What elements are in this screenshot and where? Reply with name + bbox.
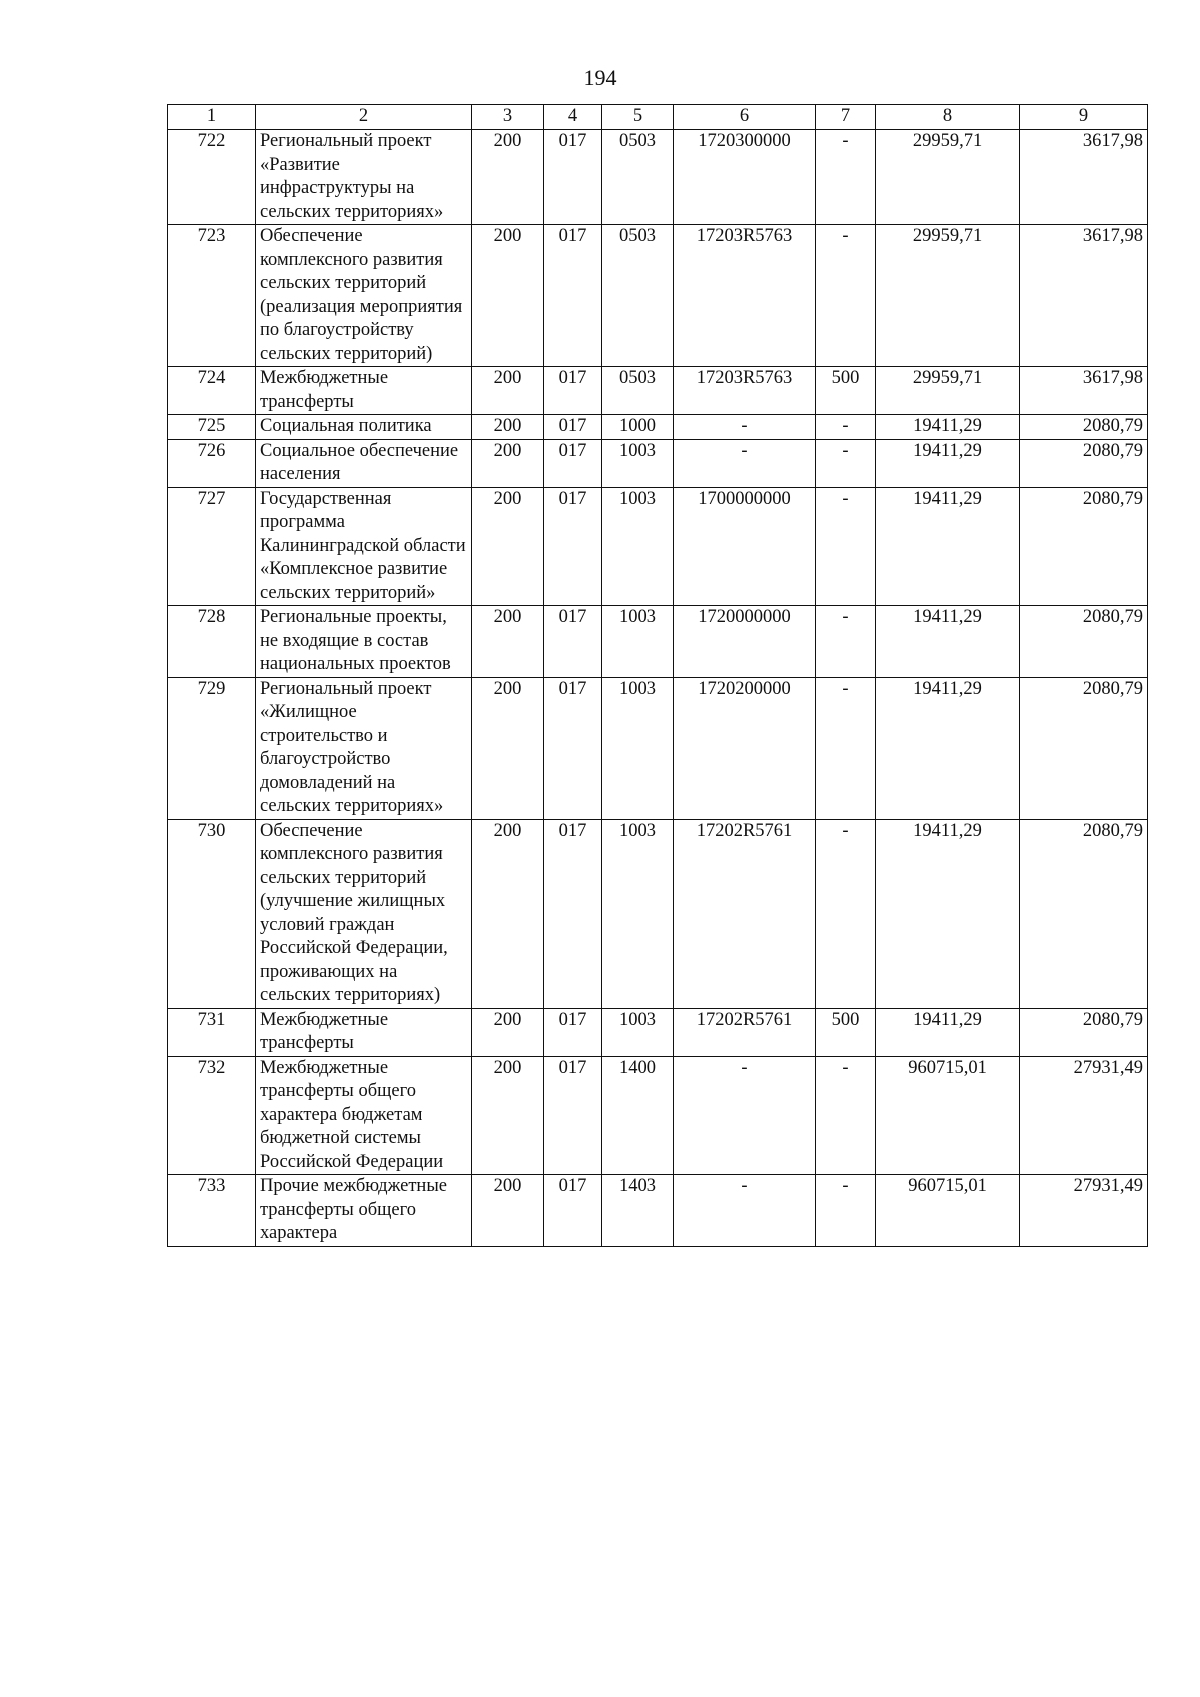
cell-col3: 200 bbox=[472, 439, 544, 487]
row-number: 723 bbox=[168, 225, 256, 367]
column-header: 7 bbox=[816, 105, 876, 130]
cell-col7: - bbox=[816, 415, 876, 440]
table-row bbox=[168, 225, 1148, 367]
cell-col5: 0503 bbox=[602, 130, 674, 225]
cell-col5: 1003 bbox=[602, 677, 674, 819]
row-name: Региональные проекты, не входящие в состав национальных проектов bbox=[256, 606, 472, 678]
cell-col5: 1000 bbox=[602, 415, 674, 440]
row-number: 730 bbox=[168, 819, 256, 1008]
table-row bbox=[168, 819, 1148, 1008]
cell-col3: 200 bbox=[472, 606, 544, 678]
row-number: 728 bbox=[168, 606, 256, 678]
cell-col5: 0503 bbox=[602, 367, 674, 415]
row-number: 722 bbox=[168, 130, 256, 225]
cell-col3: 200 bbox=[472, 677, 544, 819]
row-name: Межбюджетные трансферты bbox=[256, 367, 472, 415]
cell-col7: - bbox=[816, 819, 876, 1008]
cell-col9: 2080,79 bbox=[1020, 487, 1148, 606]
cell-col7: - bbox=[816, 1175, 876, 1247]
column-header: 3 bbox=[472, 105, 544, 130]
cell-col4: 017 bbox=[544, 415, 602, 440]
cell-col6: 1700000000 bbox=[674, 487, 816, 606]
row-name: Региональный проект «Развитие инфраструктуры на сельских территориях» bbox=[256, 130, 472, 225]
cell-col5: 1400 bbox=[602, 1056, 674, 1175]
row-number: 729 bbox=[168, 677, 256, 819]
cell-col7: 500 bbox=[816, 1008, 876, 1056]
cell-col3: 200 bbox=[472, 415, 544, 440]
cell-col7: - bbox=[816, 225, 876, 367]
table-row bbox=[168, 130, 1148, 225]
row-number: 733 bbox=[168, 1175, 256, 1247]
cell-col4: 017 bbox=[544, 439, 602, 487]
cell-col8: 19411,29 bbox=[876, 819, 1020, 1008]
cell-col4: 017 bbox=[544, 1008, 602, 1056]
row-number: 732 bbox=[168, 1056, 256, 1175]
cell-col3: 200 bbox=[472, 225, 544, 367]
cell-col4: 017 bbox=[544, 606, 602, 678]
cell-col9: 2080,79 bbox=[1020, 819, 1148, 1008]
table-row bbox=[168, 1008, 1148, 1056]
table-row bbox=[168, 677, 1148, 819]
cell-col5: 0503 bbox=[602, 225, 674, 367]
cell-col8: 29959,71 bbox=[876, 225, 1020, 367]
cell-col4: 017 bbox=[544, 487, 602, 606]
row-name: Межбюджетные трансферты bbox=[256, 1008, 472, 1056]
column-header: 9 bbox=[1020, 105, 1148, 130]
cell-col6: 1720300000 bbox=[674, 130, 816, 225]
row-name: Обеспечение комплексного развития сельских территорий (улучшение жилищных условий граждан Российской Федерации, проживающих на сельских территориях) bbox=[256, 819, 472, 1008]
cell-col6: - bbox=[674, 1175, 816, 1247]
cell-col7: - bbox=[816, 130, 876, 225]
column-header: 4 bbox=[544, 105, 602, 130]
cell-col4: 017 bbox=[544, 130, 602, 225]
cell-col8: 960715,01 bbox=[876, 1056, 1020, 1175]
cell-col8: 19411,29 bbox=[876, 439, 1020, 487]
cell-col4: 017 bbox=[544, 819, 602, 1008]
cell-col3: 200 bbox=[472, 367, 544, 415]
column-header: 6 bbox=[674, 105, 816, 130]
cell-col4: 017 bbox=[544, 1175, 602, 1247]
page-number: 194 bbox=[583, 65, 617, 90]
row-number: 727 bbox=[168, 487, 256, 606]
cell-col3: 200 bbox=[472, 819, 544, 1008]
row-name: Межбюджетные трансферты общего характера бюджетам бюджетной системы Российской Федерации bbox=[256, 1056, 472, 1175]
cell-col3: 200 bbox=[472, 487, 544, 606]
cell-col5: 1003 bbox=[602, 1008, 674, 1056]
cell-col6: 1720200000 bbox=[674, 677, 816, 819]
cell-col9: 2080,79 bbox=[1020, 606, 1148, 678]
row-name: Прочие межбюджетные трансферты общего характера bbox=[256, 1175, 472, 1247]
cell-col7: - bbox=[816, 487, 876, 606]
column-header: 5 bbox=[602, 105, 674, 130]
cell-col8: 19411,29 bbox=[876, 415, 1020, 440]
cell-col8: 29959,71 bbox=[876, 130, 1020, 225]
row-number: 724 bbox=[168, 367, 256, 415]
cell-col5: 1003 bbox=[602, 819, 674, 1008]
cell-col7: - bbox=[816, 1056, 876, 1175]
row-number: 725 bbox=[168, 415, 256, 440]
cell-col6: - bbox=[674, 439, 816, 487]
cell-col6: 17202R5761 bbox=[674, 819, 816, 1008]
cell-col6: - bbox=[674, 415, 816, 440]
cell-col9: 2080,79 bbox=[1020, 439, 1148, 487]
cell-col9: 2080,79 bbox=[1020, 415, 1148, 440]
row-number: 726 bbox=[168, 439, 256, 487]
cell-col8: 19411,29 bbox=[876, 1008, 1020, 1056]
cell-col3: 200 bbox=[472, 1008, 544, 1056]
row-name: Государственная программа Калининградской области «Комплексное развитие сельских территорий» bbox=[256, 487, 472, 606]
cell-col5: 1403 bbox=[602, 1175, 674, 1247]
table-row bbox=[168, 439, 1148, 487]
cell-col4: 017 bbox=[544, 1056, 602, 1175]
cell-col3: 200 bbox=[472, 1175, 544, 1247]
table-row bbox=[168, 367, 1148, 415]
cell-col9: 3617,98 bbox=[1020, 367, 1148, 415]
cell-col6: 17202R5761 bbox=[674, 1008, 816, 1056]
cell-col9: 3617,98 bbox=[1020, 130, 1148, 225]
budget-table bbox=[167, 104, 1148, 1247]
cell-col8: 19411,29 bbox=[876, 677, 1020, 819]
cell-col8: 29959,71 bbox=[876, 367, 1020, 415]
cell-col4: 017 bbox=[544, 677, 602, 819]
cell-col5: 1003 bbox=[602, 606, 674, 678]
cell-col6: - bbox=[674, 1056, 816, 1175]
cell-col8: 19411,29 bbox=[876, 487, 1020, 606]
cell-col9: 2080,79 bbox=[1020, 1008, 1148, 1056]
row-name: Обеспечение комплексного развития сельских территорий (реализация мероприятия по благоустройству сельских территорий) bbox=[256, 225, 472, 367]
cell-col4: 017 bbox=[544, 225, 602, 367]
cell-col5: 1003 bbox=[602, 439, 674, 487]
header-row bbox=[168, 105, 1148, 130]
column-header: 8 bbox=[876, 105, 1020, 130]
row-number: 731 bbox=[168, 1008, 256, 1056]
cell-col9: 3617,98 bbox=[1020, 225, 1148, 367]
cell-col3: 200 bbox=[472, 1056, 544, 1175]
cell-col5: 1003 bbox=[602, 487, 674, 606]
cell-col6: 1720000000 bbox=[674, 606, 816, 678]
row-name: Социальное обеспечение населения bbox=[256, 439, 472, 487]
column-header: 2 bbox=[256, 105, 472, 130]
cell-col9: 27931,49 bbox=[1020, 1175, 1148, 1247]
cell-col9: 2080,79 bbox=[1020, 677, 1148, 819]
column-header: 1 bbox=[168, 105, 256, 130]
cell-col8: 19411,29 bbox=[876, 606, 1020, 678]
row-name: Социальная политика bbox=[256, 415, 472, 440]
table-row bbox=[168, 1175, 1148, 1247]
cell-col7: - bbox=[816, 606, 876, 678]
table-row bbox=[168, 487, 1148, 606]
cell-col3: 200 bbox=[472, 130, 544, 225]
cell-col7: - bbox=[816, 439, 876, 487]
table-row bbox=[168, 1056, 1148, 1175]
table-row bbox=[168, 606, 1148, 678]
cell-col6: 17203R5763 bbox=[674, 367, 816, 415]
row-name: Региональный проект «Жилищное строительство и благоустройство домовладений на сельских территориях» bbox=[256, 677, 472, 819]
cell-col7: - bbox=[816, 677, 876, 819]
table-row bbox=[168, 415, 1148, 440]
cell-col4: 017 bbox=[544, 367, 602, 415]
cell-col6: 17203R5763 bbox=[674, 225, 816, 367]
cell-col8: 960715,01 bbox=[876, 1175, 1020, 1247]
cell-col7: 500 bbox=[816, 367, 876, 415]
cell-col9: 27931,49 bbox=[1020, 1056, 1148, 1175]
